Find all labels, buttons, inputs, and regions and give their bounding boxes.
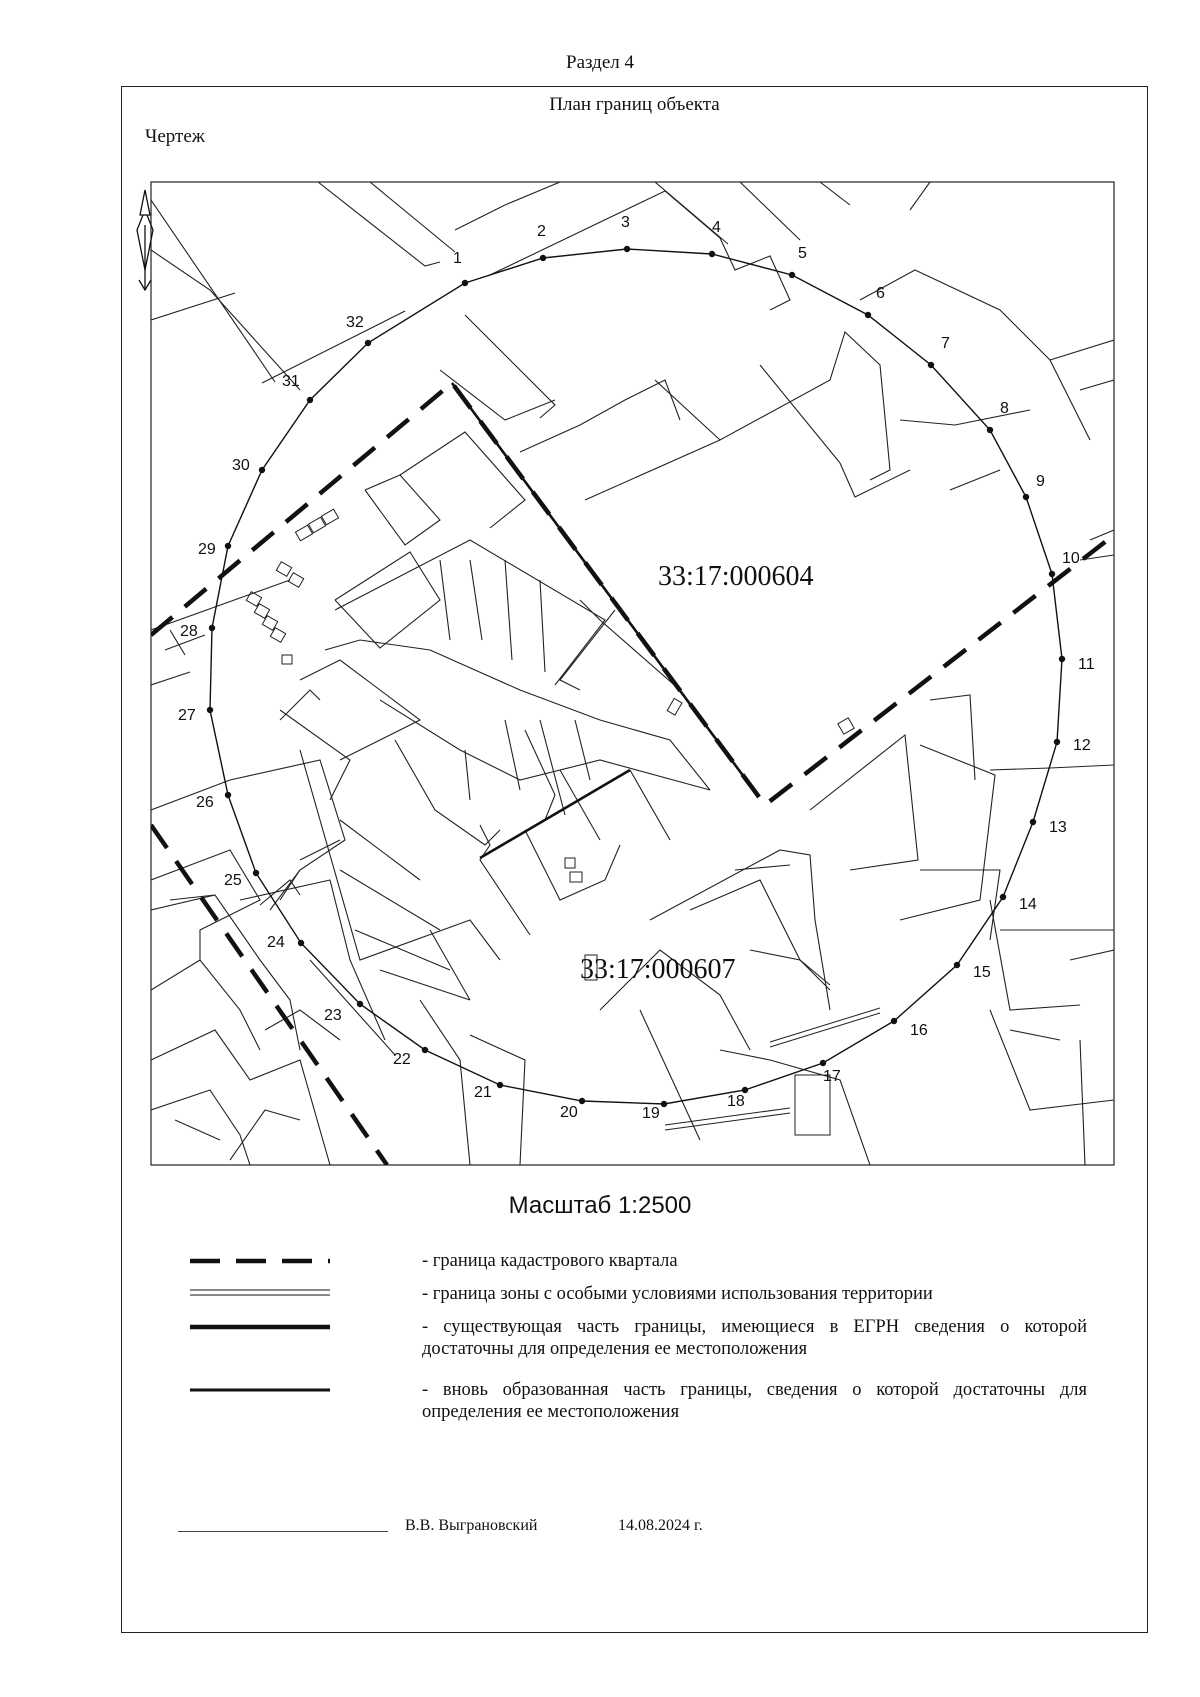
boundary-point xyxy=(207,707,213,713)
boundary-point-label: 27 xyxy=(178,707,196,724)
boundary-point-label: 23 xyxy=(324,1007,342,1024)
boundary-point-label: 32 xyxy=(346,314,364,331)
boundary-point xyxy=(1030,819,1036,825)
boundary-point-label: 13 xyxy=(1049,819,1067,836)
map-frame xyxy=(151,182,1114,1165)
boundary-point xyxy=(497,1082,503,1088)
quarter-label-607: 33:17:000607 xyxy=(580,954,736,985)
boundary-point-label: 17 xyxy=(823,1068,841,1085)
boundary-point xyxy=(987,427,993,433)
boundary-point xyxy=(579,1098,585,1104)
boundary-points xyxy=(178,214,1095,1122)
plan-title: План границ объекта xyxy=(549,94,720,115)
boundary-point-label: 30 xyxy=(232,457,250,474)
boundary-point-label: 20 xyxy=(560,1104,578,1121)
signer-name: В.В. Выграновский xyxy=(405,1517,538,1534)
boundary-point xyxy=(709,251,715,257)
boundary-point-label: 15 xyxy=(973,964,991,981)
boundary-point-label: 22 xyxy=(393,1051,411,1068)
boundary-point xyxy=(298,940,304,946)
quarter-label-604: 33:17:000604 xyxy=(658,561,814,592)
boundary-point xyxy=(225,543,231,549)
boundary-point xyxy=(820,1060,826,1066)
boundary-point-label: 9 xyxy=(1036,473,1045,490)
boundary-point xyxy=(225,792,231,798)
map-parcels xyxy=(151,182,1114,1165)
boundary-point-label: 8 xyxy=(1000,400,1009,417)
legend-quarter-boundary: - граница кадастрового квартала xyxy=(422,1251,678,1271)
scale-label: Масштаб 1:2500 xyxy=(508,1192,692,1219)
boundary-point-label: 31 xyxy=(282,373,300,390)
boundary-point xyxy=(865,312,871,318)
boundary-point xyxy=(1049,571,1055,577)
boundary-point-label: 16 xyxy=(910,1022,928,1039)
zone-boundary xyxy=(665,1008,880,1130)
boundary-point-label: 18 xyxy=(727,1093,745,1110)
dashed-line-icon xyxy=(190,1254,330,1268)
boundary-point xyxy=(954,962,960,968)
boundary-point-label: 19 xyxy=(642,1105,660,1122)
thin-line-icon xyxy=(190,1383,330,1397)
boundary-point xyxy=(624,246,630,252)
boundary-point xyxy=(259,467,265,473)
boundary-point-label: 4 xyxy=(712,219,721,236)
boundary-point-label: 25 xyxy=(224,872,242,889)
legend-new-boundary: - вновь образованная часть границы, сведения о которой достаточны для определения ее местоположения xyxy=(422,1380,1087,1422)
boundary-point-label: 3 xyxy=(621,214,630,231)
boundary-point xyxy=(928,362,934,368)
boundary-point xyxy=(209,625,215,631)
boundary-point xyxy=(1023,494,1029,500)
boundary-point xyxy=(253,870,259,876)
boundary-point xyxy=(540,255,546,261)
boundary-point-label: 12 xyxy=(1073,737,1091,754)
drawing-label: Чертеж xyxy=(145,126,205,147)
thick-line-icon xyxy=(190,1320,330,1334)
boundary-point-label: 14 xyxy=(1019,896,1037,913)
section-title: Раздел 4 xyxy=(566,52,634,73)
boundary-point-label: 1 xyxy=(453,250,462,267)
boundary-point xyxy=(1059,656,1065,662)
boundary-point xyxy=(661,1101,667,1107)
boundary-point-label: 28 xyxy=(180,623,198,640)
boundary-point-label: 29 xyxy=(198,541,216,558)
boundary-point-label: 24 xyxy=(267,934,285,951)
boundary-point xyxy=(789,272,795,278)
boundary-point-label: 26 xyxy=(196,794,214,811)
boundary-point-label: 21 xyxy=(474,1084,492,1101)
boundary-point-label: 11 xyxy=(1078,656,1095,673)
boundary-point xyxy=(462,280,468,286)
boundary-point-label: 7 xyxy=(941,335,950,352)
boundary-point xyxy=(365,340,371,346)
boundary-point-label: 10 xyxy=(1062,550,1080,567)
signature-date: 14.08.2024 г. xyxy=(618,1517,703,1534)
boundary-point-label: 2 xyxy=(537,223,546,240)
boundary-point xyxy=(357,1001,363,1007)
boundary-point-label: 6 xyxy=(876,285,885,302)
boundary-point xyxy=(891,1018,897,1024)
signature-line xyxy=(178,1531,388,1532)
legend-zone-boundary: - граница зоны с особыми условиями использования территории xyxy=(422,1284,933,1304)
boundary-point-label: 5 xyxy=(798,245,807,262)
double-line-icon xyxy=(190,1286,330,1300)
boundary-point xyxy=(1000,894,1006,900)
boundary-point xyxy=(307,397,313,403)
boundary-point xyxy=(422,1047,428,1053)
legend-existing-boundary: - существующая часть границы, имеющиеся в ЕГРН сведения о которой достаточны для определения ее местоположения xyxy=(422,1317,1087,1359)
boundary-point xyxy=(1054,739,1060,745)
